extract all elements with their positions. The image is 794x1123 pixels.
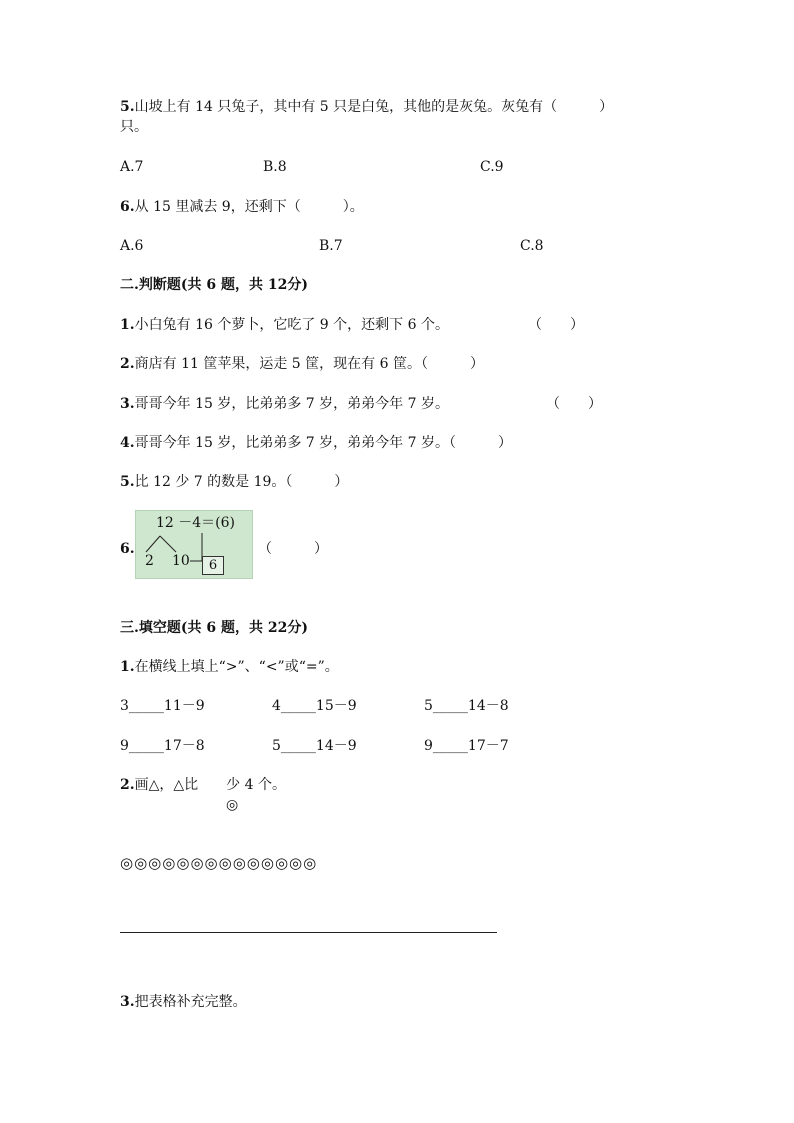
q6-option-c[interactable]: C.8 — [520, 238, 544, 254]
judge-item-4 — [120, 434, 512, 452]
q5-text: 山坡上有 14 只兔子，其中有 5 只是白兔，其他的是灰兔。灰兔有（ ） — [134, 99, 614, 115]
judge-item-2-text: 商店有 11 筐苹果，运走 5 筐，现在有 6 筐。（ ） — [134, 356, 484, 372]
q6-number: 6. — [120, 199, 135, 215]
judge-item-5 — [120, 473, 348, 491]
double-circle-symbol: ◎ — [226, 797, 239, 813]
judge-item-1-number: 1. — [120, 317, 135, 333]
judge-item-6-number: 6. — [120, 541, 135, 557]
q6-option-a[interactable]: A.6 — [120, 238, 144, 254]
q6-option-b[interactable]: B.7 — [319, 238, 343, 254]
fill-q2 — [120, 776, 286, 794]
fill-q2-number: 2. — [120, 777, 135, 793]
judge-item-3 — [120, 395, 449, 413]
answer-line[interactable] — [120, 932, 497, 933]
judge-item-1-text: 小白兔有 16 个萝卜，它吃了 9 个，还剩下 6 个。 — [134, 317, 449, 333]
section3-title: 三.填空题(共 6 题，共 22分) — [120, 620, 308, 636]
judge-item-4-text: 哥哥今年 15 岁，比弟弟多 7 岁，弟弟今年 7 岁。（ ） — [134, 435, 512, 451]
judge-item-6-answer[interactable]: （ ） — [258, 541, 328, 557]
fill-q3-text: 把表格补充完整。 — [134, 994, 247, 1010]
judge-item-3-number: 3. — [120, 396, 135, 412]
compare-2-3[interactable]: 9_____17－7 — [424, 738, 509, 754]
fill-q1-number: 1. — [120, 659, 135, 675]
judge-item-1-answer[interactable]: （ ） — [528, 317, 584, 333]
q5-continuation: 只。 — [120, 119, 148, 135]
fill-q1-text: 在横线上填上“>”、“<”或“=”。 — [134, 659, 339, 675]
compare-2-1[interactable]: 9_____17－8 — [120, 738, 205, 754]
judge-item-1 — [120, 316, 449, 334]
figure-mid-number: 10 — [172, 553, 190, 569]
q5-option-c[interactable]: C.9 — [480, 159, 504, 175]
q5-number: 5. — [120, 99, 135, 115]
section2-title: 二.判断题(共 6 题，共 12分) — [120, 277, 308, 293]
judge-item-3-text: 哥哥今年 15 岁，比弟弟多 7 岁，弟弟今年 7 岁。 — [134, 396, 449, 412]
judge-item-5-text: 比 12 少 7 的数是 19。（ ） — [134, 474, 349, 490]
q6-text: 从 15 里减去 9，还剩下（ ）。 — [134, 199, 364, 215]
fill-q3-number: 3. — [120, 994, 135, 1010]
fill-q3 — [120, 993, 247, 1011]
compare-1-2[interactable]: 4_____15－9 — [272, 698, 357, 714]
judge-item-2 — [120, 355, 484, 373]
q5-option-a[interactable]: A.7 — [120, 159, 144, 175]
figure-box: 6 — [202, 556, 224, 575]
judge-item-4-number: 4. — [120, 435, 135, 451]
double-circle-row: ◎◎◎◎◎◎◎◎◎◎◎◎◎◎ — [120, 854, 318, 872]
fill-q2-text: 画△，△比 少 4 个。 — [134, 777, 286, 793]
judge-item-2-number: 2. — [120, 356, 135, 372]
q5-line — [120, 98, 613, 116]
figure-left-number: 2 — [145, 553, 154, 569]
subtraction-figure — [135, 510, 253, 579]
q5-option-b[interactable]: B.8 — [263, 159, 287, 175]
compare-1-3[interactable]: 5_____14－8 — [424, 698, 509, 714]
judge-item-5-number: 5. — [120, 474, 135, 490]
figure-equation: 12 －4＝(6) — [156, 515, 236, 531]
judge-item-3-answer[interactable]: （ ） — [546, 396, 602, 412]
fill-q1 — [120, 658, 339, 676]
q6-line — [120, 198, 364, 216]
compare-2-2[interactable]: 5_____14－9 — [272, 738, 357, 754]
compare-1-1[interactable]: 3_____11－9 — [120, 698, 205, 714]
